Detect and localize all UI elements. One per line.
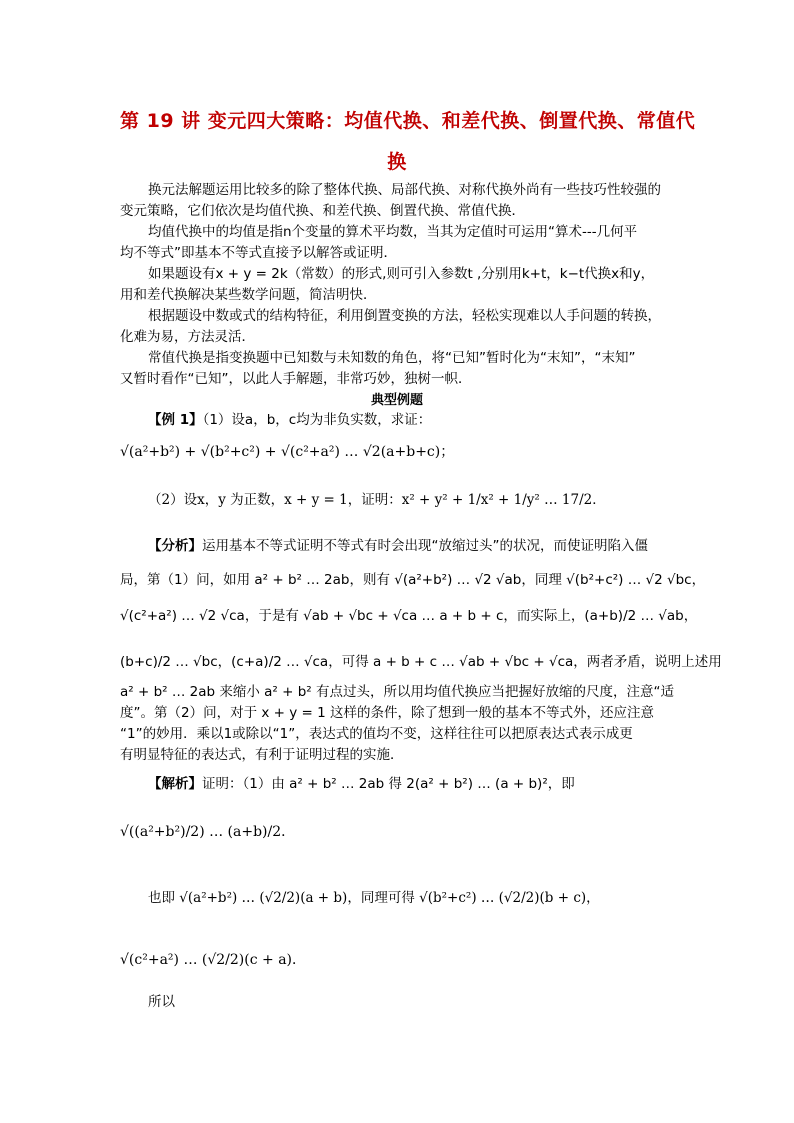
analysis-line: a² + b² … 2ab 来缩小 a² + b² 有点过头，所以用均值代换应当把握好放缩的尺度，注意“适: [120, 684, 675, 700]
solution-label: 【解析】: [148, 776, 202, 792]
example-label: 【例 1】: [148, 412, 203, 428]
intro-line: 换元法解题运用比较多的除了整体代换、局部代换、对称代换外尚有一些技巧性较强的: [148, 182, 661, 198]
example-part2: （2）设x，y 为正数，x + y = 1，证明：x² + y² + 1/x² + 1/y² … 17/2．: [148, 492, 606, 508]
intro-line: 又暂时看作“已知”，以此人手解题，非常巧妙，独树一帜．: [120, 371, 472, 387]
analysis-line: “1”的妙用．乘以1或除以“1”，表达式的值均不变，这样往往可以把原表达式表示成更: [120, 726, 633, 742]
intro-line: 用和差代换解决某些数学问题，简洁明快．: [120, 287, 377, 303]
analysis-line: 局，第（1）问，如用 a² + b² … 2ab，则有 √(a²+b²) … √2 √ab，同理 √(b²+c²) … √2 √bc，: [120, 572, 706, 588]
intro-line: 如果题设有x + y = 2k（常数）的形式,则可引入参数t ,分别用k+t，k−t代换x和y，: [148, 266, 655, 282]
example-intro: [148, 410, 431, 430]
intro-line: 根据题设中数或式的结构特征，利用倒置变换的方法，轻松实现难以人手问题的转换，: [148, 308, 661, 324]
example-formula-1: √(a²+b²) + √(b²+c²) + √(c²+a²) … √2(a+b+c)；: [120, 444, 455, 460]
analysis-label: 【分析】: [148, 538, 202, 554]
solution-line: √(c²+a²) … (√2/2)(c + a)．: [120, 952, 307, 968]
solution-line: 也即 √(a²+b²) … (√2/2)(a + b)，同理可得 √(b²+c²) … (√2/2)(b + c)，: [148, 890, 600, 906]
solution-line: √((a²+b²)/2) … (a+b)/2．: [120, 824, 296, 840]
lecture-title-continued: 换: [387, 151, 407, 173]
analysis-line: (b+c)/2 … √bc，(c+a)/2 … √ca，可得 a + b + c … √ab + √bc + √ca，两者矛盾，说明上述用: [120, 654, 722, 670]
analysis-line: 【分析】运用基本不等式证明不等式有时会出现“放缩过头”的状况，而使证明陷入僵: [148, 538, 648, 554]
example-part1: （1）设a，b，c均为非负实数，求证：: [202, 412, 432, 428]
solution-line: 【解析】证明：（1）由 a² + b² … 2ab 得 2(a² + b²) … (a + b)²，即: [148, 776, 575, 792]
analysis-line: 度”。第（2）问，对于 x + y = 1 这样的条件，除了想到一般的基本不等式外，还应注意: [120, 705, 655, 721]
intro-line: 均值代换中的均值是指n个变量的算术平均数，当其为定值时可运用“算术---几何平: [148, 224, 638, 240]
intro-line: 变元策略，它们依次是均值代换、和差代换、倒置代换、常值代换．: [120, 203, 525, 219]
intro-line: 常值代换是指变换题中已知数与未知数的角色，将“已知”暂时化为“末知”，“末知”: [148, 350, 636, 366]
lecture-title: 第 19 讲 变元四大策略：均值代换、和差代换、倒置代换、常值代: [120, 110, 696, 132]
solution-line: 所以: [148, 994, 175, 1010]
intro-line: 化难为易，方法灵活．: [120, 329, 255, 345]
intro-line: 均不等式”即基本不等式直接予以解答或证明．: [120, 245, 397, 261]
section-heading: 典型例题: [370, 393, 423, 408]
analysis-line: 有明显特征的表达式，有利于证明过程的实施．: [120, 747, 404, 763]
analysis-line: √(c²+a²) … √2 √ca，于是有 √ab + √bc + √ca … a + b + c，而实际上，(a+b)/2 … √ab，: [120, 608, 698, 624]
